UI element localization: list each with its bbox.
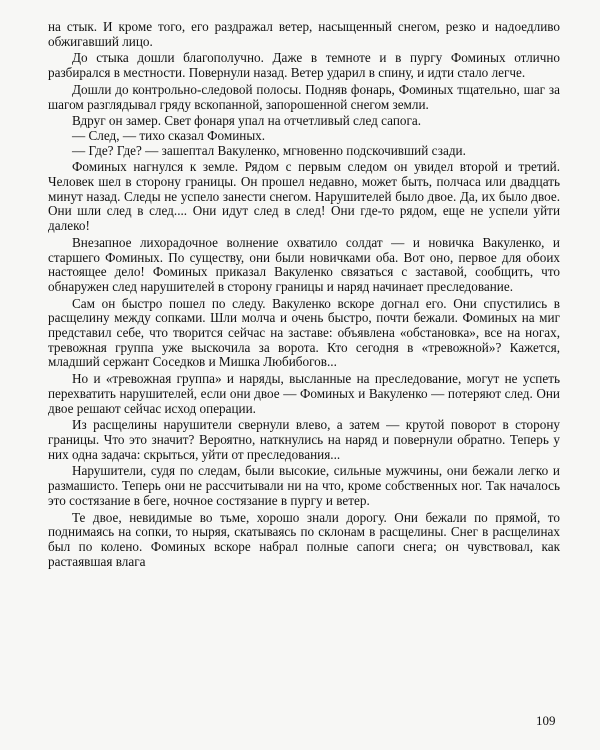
paragraph-5: — След, — тихо сказал Фоминых. xyxy=(72,127,266,143)
paragraph-8: Внезапное лихорадочное волнение охватило солдат — и новичка Вакуленко, и старшего Фоминых. По существу, они были новичками оба. Вот оно, первое для обоих настоящее дело! Фоминых приказал Вакуленко связаться с заставой, сообщить, что обнаружен след нарушителей в сторону границы и наряд начинает преследование. xyxy=(48,234,560,294)
paragraph-9: Сам он быстро пошел по следу. Вакуленко вскоре догнал его. Они спустились в расщелину между сопками. Шли молча и очень быстро, почти бежали. Фоминых на миг представил себе, что творится сейчас на заставе: объявлена «обстановка», все на ногах, тревожная группа уже выскочила за ворота. Кто сегодня в «тревожной»? Кажется, младший сержант Соседков и Мишка Любибогов... xyxy=(48,295,560,370)
book-page xyxy=(48,20,560,740)
paragraph-6: — Где? Где? — зашептал Вакуленко, мгновенно подскочивший сзади. xyxy=(72,142,466,158)
paragraph-13: Те двое, невидимые во тьме, хорошо знали дорогу. Они бежали по прямой, то поднимаясь на сопки, то ныряя, скатываясь по склонам в расщелины. Снег в расщелинах был по колено. Фоминых вскоре набрал полные сапоги снега; он чувствовал, как растаявшая влага xyxy=(48,509,560,569)
page-number: 109 xyxy=(536,713,556,728)
paragraph-12: Нарушители, судя по следам, были высокие, сильные мужчины, они бежали легко и размашисто. Теперь они не рассчитывали ни на что, кроме собственных ног. Так началось это состязание в беге, ночное состязание в пургу и ветер. xyxy=(48,463,560,508)
paragraph-11: Из расщелины нарушители свернули влево, а затем — крутой поворот в сторону границы. Что это значит? Вероятно, наткнулись на наряд и повернули обратно. Теперь у них одна задача: скрыться, уйти от преследования... xyxy=(48,417,560,462)
paragraph-1: на стык. И кроме того, его раздражал ветер, насыщенный снегом, резко и надоедливо обжигавший лицо. xyxy=(48,19,560,49)
paragraph-3: Дошли до контрольно-следовой полосы. Подняв фонарь, Фоминых тщательно, шаг за шагом разглядывал гряду вскопанной, запорошенной снегом земли. xyxy=(48,81,560,112)
paragraph-7: Фоминых нагнулся к земле. Рядом с первым следом он увидел второй и третий. Человек шел в сторону границы. Он прошел недавно, может быть, полчаса или двадцать минут назад. Следы не успело занести снегом. Нарушителей было двое. Да, их было двое. Они шли след в след.... Они идут след в след! Они где-то рядом, еще не успели уйти далеко! xyxy=(48,159,560,234)
paragraph-4: Вдруг он замер. Свет фонаря упал на отчетливый след сапога. xyxy=(72,113,422,129)
paragraph-2: До стыка дошли благополучно. Даже в темноте и в пургу Фоминых отлично разбирался в местности. Повернули назад. Ветер ударил в спину, и идти стало легче. xyxy=(48,50,560,81)
paragraph-10: Но и «тревожная группа» и наряды, высланные на преследование, могут не успеть перехватить нарушителей, если они двое — Фоминых и Вакуленко — потеряют след. Они двое решают сейчас исход операции. xyxy=(48,371,560,416)
